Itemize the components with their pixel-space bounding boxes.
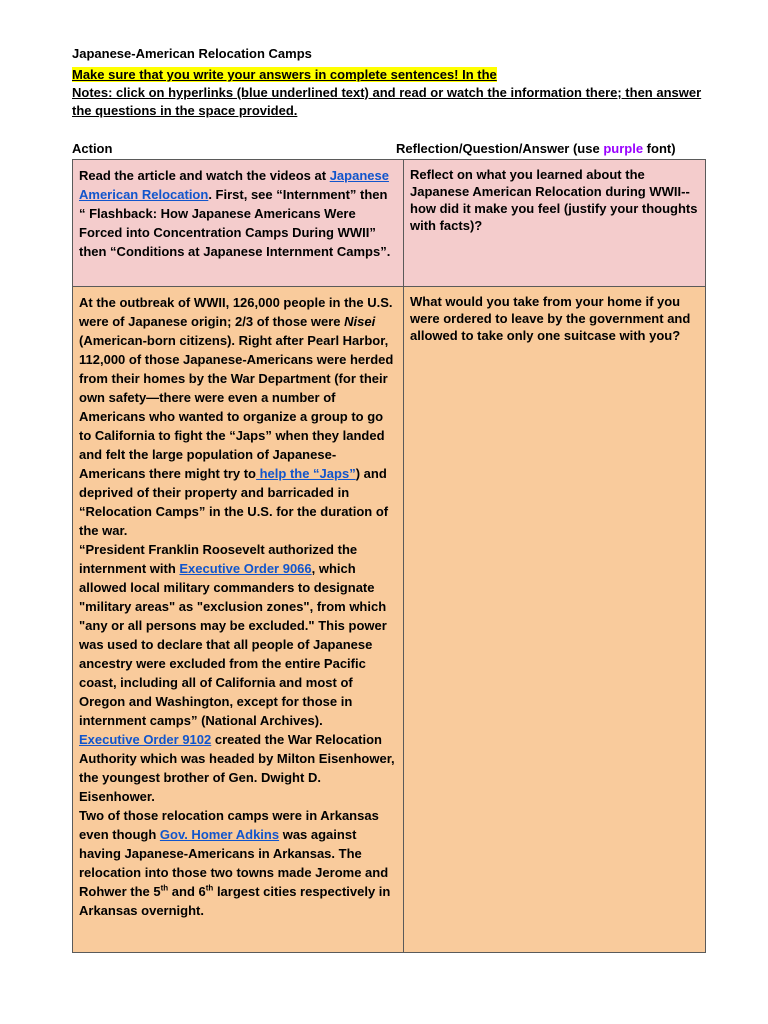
reflection-prompt: What would you take from your home if you were ordered to leave by the government and allowed to take only one suitcase with you? xyxy=(410,294,691,343)
reflection-column-header xyxy=(396,141,676,156)
text: largest cities respectively in Arkansas overnight. xyxy=(79,884,391,918)
document-title: Japanese-American Relocation Camps xyxy=(72,46,312,61)
notes-instruction: Notes: click on hyperlinks (blue underlined text) and read or watch the information there; then answer the questions in the space provided. xyxy=(72,85,702,118)
gov-homer-adkins-link[interactable]: Gov. Homer Adkins xyxy=(159,827,280,842)
superscript: th xyxy=(160,883,169,893)
text: and 6 xyxy=(168,884,206,899)
reflection-cell[interactable] xyxy=(404,287,706,953)
assignment-table xyxy=(72,159,706,953)
purple-word: purple xyxy=(603,141,644,156)
action-cell xyxy=(73,160,404,287)
help-the-japs-link[interactable]: help the “Japs” xyxy=(256,466,356,481)
text: Two of those relocation camps were in Arkansas even though xyxy=(79,808,379,842)
action-column-header: Action xyxy=(72,141,113,156)
action-cell xyxy=(73,287,404,953)
executive-order-9102-link[interactable]: Executive Order 9102 xyxy=(79,732,212,747)
text: . First, see “Internment” then “ Flashback: How Japanese Americans Were Forced into Concentration Camps During WWII” then “Conditions at Japanese Internment Camps”. xyxy=(79,187,391,259)
text: ) and deprived of their property and barricaded in “Relocation Camps” in the U.S. for the duration of the war. xyxy=(79,466,389,538)
text: “President Franklin Roosevelt authorized the internment with xyxy=(79,542,358,576)
reflection-header-pre: Reflection/Question/Answer (use xyxy=(396,141,604,156)
reflection-header-post: font) xyxy=(643,141,676,156)
table-row xyxy=(73,287,706,953)
text: At the outbreak of WWII, 126,000 people in the U.S. were of Japanese origin; 2/3 of those were xyxy=(79,295,393,329)
text: created the War Relocation Authority which was headed by Milton Eisenhower, the youngest brother of Gen. Dwight D. Eisenhower. xyxy=(79,732,395,804)
text: , which allowed local military commanders to designate "military areas" as "exclusion zones", from which "any or all persons may be excluded." This power was used to declare that all people of Japanese ancestry were excluded from the entire Pacific coast, including all of California and most of Oregon and Washington, except for those in internment camps” (National Archives). xyxy=(79,561,387,728)
nisei-term: Nisei xyxy=(344,314,376,329)
superscript: th xyxy=(205,883,214,893)
text: was against having Japanese-Americans in Arkansas. The relocation into those two towns made Jerome and Rohwer the 5 xyxy=(79,827,389,899)
reflection-prompt: Reflect on what you learned about the Japanese American Relocation during WWII-- how did it make you feel (justify your thoughts with facts)? xyxy=(410,167,698,233)
table-row xyxy=(73,160,706,287)
highlighted-instruction: Make sure that you write your answers in complete sentences! In the xyxy=(72,67,497,82)
japanese-american-relocation-link[interactable]: Japanese American Relocation xyxy=(79,168,389,202)
executive-order-9066-link[interactable]: Executive Order 9066 xyxy=(179,561,312,576)
reflection-cell[interactable] xyxy=(404,160,706,287)
text: (American-born citizens). Right after Pearl Harbor, 112,000 of those Japanese-Americans were herded from their homes by the War Department (for their own safety—there were even a number of Americans who wanted to organize a group to go to California to fight the “Japs” when they landed and felt the large population of Japanese-Americans there might try to xyxy=(79,333,394,481)
instructions xyxy=(72,66,712,120)
text: Read the article and watch the videos at xyxy=(79,168,330,183)
